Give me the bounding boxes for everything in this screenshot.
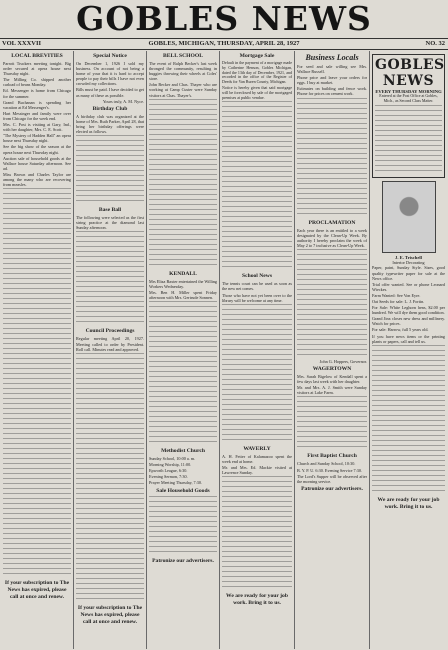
kendall-heading: KENDALL bbox=[169, 270, 197, 277]
classified-ad: Trial offer wanted. See or phone Leonard Wieckes. bbox=[372, 281, 445, 292]
text-block bbox=[149, 99, 217, 269]
article-paragraph: Mrs. C. Post is visiting at Gary, Ind., with her daughter, Mrs. C. E. Scott. bbox=[3, 122, 71, 133]
article-paragraph: For seed and sale willing see Mrs. Wallace Russell. bbox=[297, 64, 367, 75]
signature: Yours truly, A. M. Nyce. bbox=[102, 98, 144, 104]
article-paragraph: Mrs. Ben H. Miller spent Friday afternoon with Mrs. Gertrude Sonnen. bbox=[149, 289, 217, 300]
classified-ad: Oat Seeds for sale: L. J. Fortin. bbox=[372, 298, 425, 304]
article-paragraph: See the big show of the season at the opera house next Thursday night. bbox=[3, 144, 71, 155]
article-paragraph: Each year there is an entitled to a week designated by the Clean-Up Week. By authority I hereby proclaim the week of May 2 to 7 inclusive as Clean-Up Week. bbox=[297, 227, 367, 248]
article-paragraph: The Milling Co. shipped another carload of beans Monday. bbox=[3, 77, 71, 88]
masthead bbox=[0, 0, 448, 38]
text-block bbox=[372, 345, 445, 495]
church-schedule-line: Evening Sermon, 7:30. bbox=[149, 474, 188, 480]
local-brevities-heading: LOCAL BREVITIES bbox=[11, 53, 63, 59]
classified-ad: Farm Wanted: See Von Eyre. bbox=[372, 292, 421, 298]
base-ball-heading: Base Ball bbox=[98, 207, 122, 214]
newspaper-title: GOBLES NEWS bbox=[76, 0, 372, 38]
text-block bbox=[76, 353, 144, 603]
church-schedule-line: The Lord's Supper will be observed after the morning service. bbox=[297, 473, 367, 484]
photo-caption: J. E. Trischell bbox=[395, 255, 422, 260]
article-paragraph: Miss Brown and Charles Taylor are among the many who are recovering from measles. bbox=[3, 171, 71, 188]
article-paragraph: Auction sale of household goods at the Wallace house Saturday afternoon. See ad. bbox=[3, 155, 71, 171]
subscription-notice: If your subscription to The News has expired, please call at once and renew. bbox=[77, 604, 143, 625]
patronize-notice: Patronize our advertisers. bbox=[301, 485, 363, 492]
article-paragraph: Ed. Messenger is home from Chicago for the summer. bbox=[3, 88, 71, 99]
church-schedule-line: Church and Sunday School, 10:30. bbox=[297, 461, 356, 467]
text-block bbox=[222, 101, 292, 271]
text-block bbox=[297, 98, 367, 218]
article-paragraph: Hart Messinger and family were over from Chicago for the week end. bbox=[3, 110, 71, 121]
article-paragraph: A. H. Fetter of Kalamazoo spent the week end at home. bbox=[222, 453, 292, 464]
church-schedule-line: Sunday School, 10:00 a. m. bbox=[149, 456, 196, 462]
wagertown-heading: WAGERTOWN bbox=[312, 366, 352, 373]
column-2 bbox=[76, 51, 144, 649]
text-block bbox=[297, 249, 367, 359]
text-block bbox=[375, 105, 442, 175]
article-paragraph: Estimates on building and fence work. Phone for prices on cement work. bbox=[297, 86, 367, 97]
article-paragraph: Bills must be paid. I have decided to get as many of these as possible. bbox=[76, 87, 144, 98]
publisher-box bbox=[372, 54, 445, 178]
column-rule bbox=[369, 51, 370, 649]
column-rule bbox=[219, 51, 220, 649]
publisher-box-title: GOBLES NEWS bbox=[375, 57, 445, 89]
methodist-church-heading: Methodist Church bbox=[161, 448, 205, 455]
article-paragraph: Notice is hereby given that said mortgage will be foreclosed by sale of the mortgaged premises at public vendue. bbox=[222, 84, 292, 100]
column-5 bbox=[297, 51, 367, 649]
article-paragraph: Mr. and Mrs. Ed. Mackie visited at Lawrence Sunday. bbox=[222, 464, 292, 476]
article-paragraph: The event of Ralph Becker's last week thronged the community, resulting in buggies throwing their wheels at Coles' store. bbox=[149, 61, 217, 82]
proclamation-heading: PROCLAMATION bbox=[308, 219, 356, 226]
article-paragraph: On December 1, 1926 I sold my business. On account of not being a home of your that it is hard to accept people to pay their bills I have not even crowded my collections. bbox=[76, 61, 144, 87]
article-paragraph: "The Mystery of Hadden Hall" an opera house next Thursday night. bbox=[3, 133, 71, 144]
column-rule bbox=[294, 51, 295, 649]
article-paragraph: Regular meeting April 20, 1927. Meeting called to order by President. Roll call. Minutes read and approved. bbox=[76, 336, 144, 352]
volume-number: VOL XXXVII bbox=[2, 40, 42, 47]
sale-household-goods-heading: Sale Household Goods bbox=[156, 487, 210, 494]
article-paragraph: Grand Buchanan is spending her vacation at Ed Messenger's. bbox=[3, 99, 71, 110]
job-work-notice: We are ready for your job work. Bring it to us. bbox=[226, 593, 288, 607]
classified-ad: Grand Jinx closes new dress and millinery. Watch for prices. bbox=[372, 316, 445, 327]
text-block bbox=[76, 231, 144, 326]
issue-date: GOBLES, MICHIGAN, THURSDAY, APRIL 28, 1927 bbox=[148, 40, 300, 47]
article-paragraph: Phone price and leave your orders for eggs. I buy at market. bbox=[297, 75, 367, 86]
article-paragraph: A birthday club was organized at the home of Mrs. Ruth Parker, April 28, that bring her birthday offerings were elected as follows. bbox=[76, 113, 144, 135]
classified-ad: For sale: Harrow, full 5 years old. bbox=[372, 327, 429, 333]
article-paragraph: Those who have not yet been over to the library will be welcome at any time. bbox=[222, 292, 292, 303]
classified-ad: For Sale: White Leghorn hens, $2.00 per hundred. We will dye them good condition. bbox=[372, 305, 445, 316]
text-block bbox=[76, 135, 144, 205]
publisher-intro: Entered at the Post Office at Gobles, Mich., as Second Class Matter. bbox=[379, 93, 438, 104]
mortgage-sale-heading: Mortgage Sale bbox=[239, 53, 275, 59]
special-notice-heading: Special Notice bbox=[93, 53, 127, 59]
article-paragraph: The following were selected as the first string practice at the diamond last Sunday afternoon. bbox=[76, 215, 144, 231]
article-paragraph: Mr. and Mrs. A. J. Smith were Sunday visitors at Lake Farm. bbox=[297, 385, 367, 396]
article-paragraph: Mrs. Sarah Bigelow of Kendall spent a few days last week with her daughter. bbox=[297, 374, 367, 385]
portrait-photo bbox=[382, 181, 436, 253]
business-locals-heading: Business Locals bbox=[305, 53, 359, 62]
text-block bbox=[222, 304, 292, 444]
publisher-tagline: EVERY THURSDAY MORNING bbox=[375, 89, 442, 94]
column-6 bbox=[372, 51, 445, 649]
church-schedule-line: Epworth League, 6:30. bbox=[149, 468, 188, 474]
school-news-heading: School News bbox=[242, 273, 272, 280]
subscription-notice: If your subscription to The News has expired, please call at once and renew. bbox=[4, 580, 70, 601]
column-1 bbox=[3, 51, 71, 649]
article-paragraph: Default in the payment of a mortgage made by Catherine Henson, Gobles Michigan, dated the 13th day of December, 1921, and recorded in the office of the Register of Deeds for Van Buren County, Michigan. bbox=[222, 60, 292, 85]
dateline bbox=[0, 38, 448, 50]
article-paragraph: Parrott Truckers meeting tonight. Big order secured at opera house next Thursday night. bbox=[3, 61, 71, 77]
job-work-notice: We are ready for your job work. Bring it to us. bbox=[377, 496, 440, 510]
article-paragraph: The tennis court can be used as soon as the new net comes. bbox=[222, 281, 292, 292]
column-4 bbox=[222, 51, 292, 649]
article-paragraph: John Becker and Chas. Thayer who are working at Camp Custer were Sunday visitors at Chas. Thayer's. bbox=[149, 82, 217, 98]
bell-school-heading: BELL SCHOOL bbox=[163, 53, 203, 59]
signature: John G. Hoppers, Governor. bbox=[319, 358, 367, 364]
church-schedule-line: B. Y. P. U. 6:30. Evening Service 7:30. bbox=[297, 467, 363, 473]
classified-ad: If you have news items or the printing plants or papers, call and tell us. bbox=[372, 333, 445, 344]
council-proceedings-heading: Council Proceedings bbox=[85, 328, 135, 335]
church-schedule-line: Prayer Meeting Thursday, 7:30. bbox=[149, 480, 203, 486]
issue-number: NO. 32 bbox=[425, 40, 445, 47]
text-block bbox=[149, 301, 217, 446]
text-block bbox=[222, 476, 292, 591]
first-baptist-church-heading: First Baptist Church bbox=[307, 453, 357, 460]
classified-ad: Paper, paint, Sunday Style. Sizes, good quality typewriter paper for sale at the News office. bbox=[372, 265, 445, 281]
patronize-notice: Patronize our advertisers. bbox=[152, 557, 214, 564]
text-block bbox=[149, 496, 217, 556]
waverly-heading: WAVERLY bbox=[243, 445, 271, 452]
column-3 bbox=[149, 51, 217, 649]
church-schedule-line: Morning Worship, 11:00. bbox=[149, 462, 192, 468]
column-rule bbox=[146, 51, 147, 649]
text-block bbox=[297, 396, 367, 451]
article-paragraph: Mrs Eliza Baxter entertained the Willing Workers Wednesday. bbox=[149, 278, 217, 289]
photo-subcaption: Interior Decorating bbox=[392, 260, 425, 266]
text-block bbox=[3, 188, 71, 578]
birthday-club-heading: Birthday Club bbox=[92, 105, 128, 112]
column-rule bbox=[73, 51, 74, 649]
